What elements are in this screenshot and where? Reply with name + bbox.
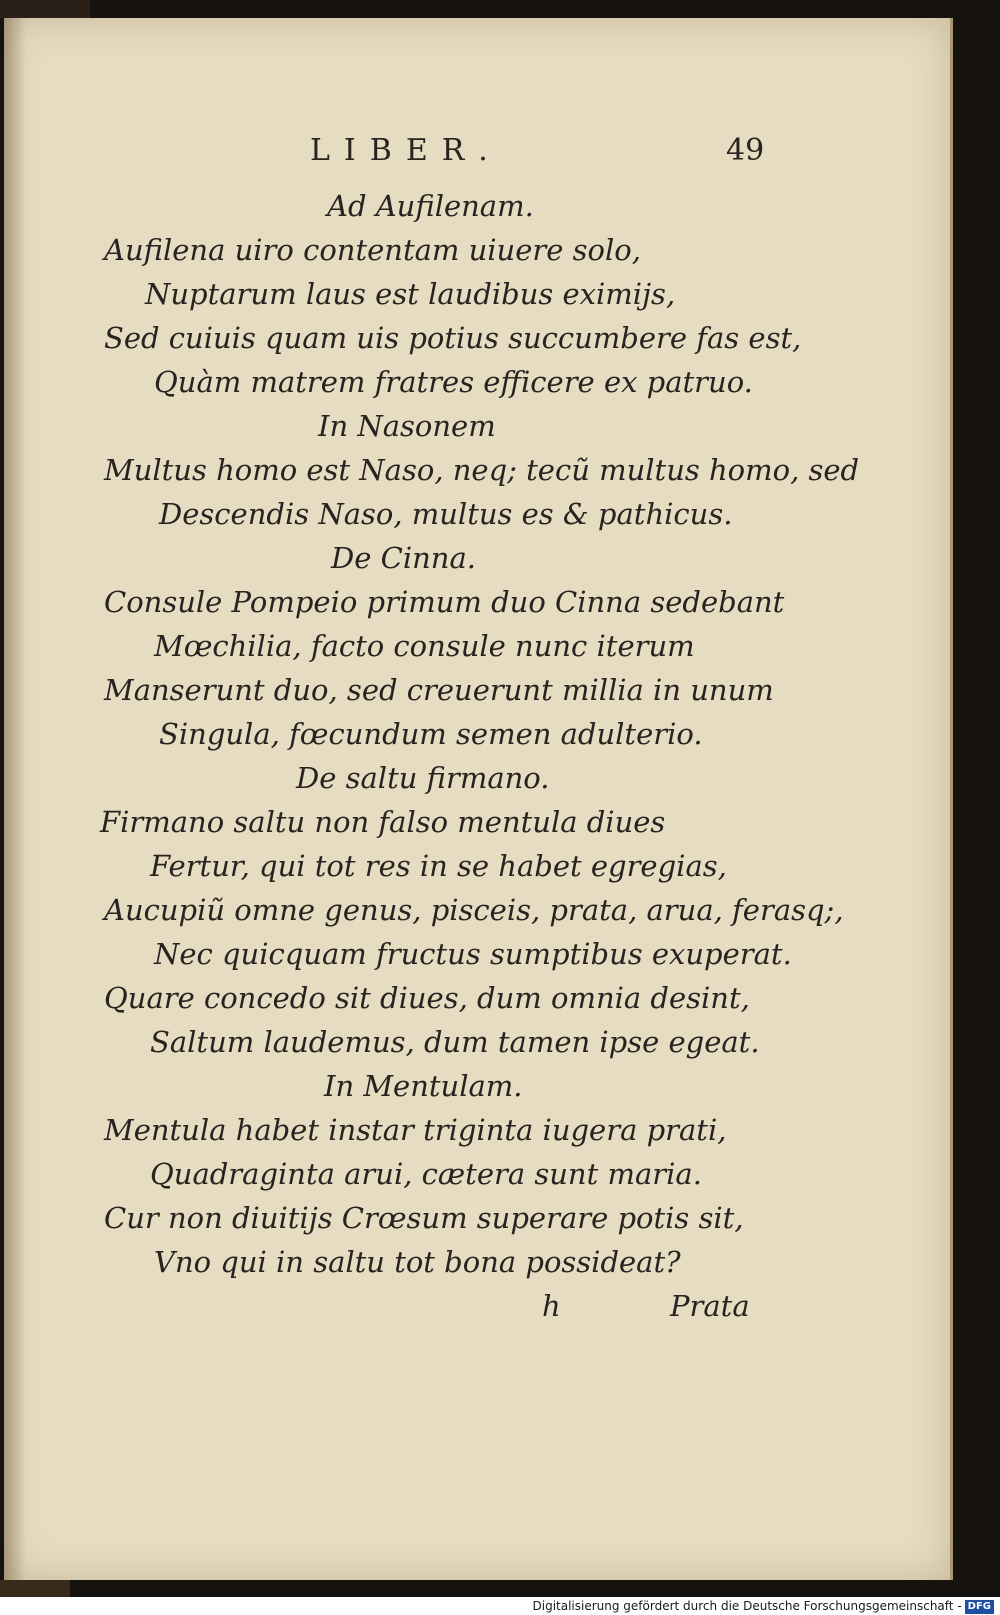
- verse-line: Nuptarum laus est laudibus eximijs,: [145, 277, 676, 311]
- poem-title: De saltu firmano.: [296, 761, 550, 795]
- poem-title: In Nasonem: [318, 409, 496, 443]
- scan-edge-top: [0, 0, 90, 18]
- verse-line: Sed cuiuis quam uis potius succumbere fas est,: [104, 321, 802, 355]
- verse-line: Aufilena uiro contentam uiuere solo,: [104, 233, 641, 267]
- book-page: [4, 18, 953, 1580]
- signature-mark: h: [542, 1289, 561, 1323]
- credit-text: Digitalisierung gefördert durch die Deutsche Forschungsgemeinschaft -: [532, 1599, 962, 1613]
- running-head: LIBER.: [310, 133, 502, 168]
- verse-line: Mentula habet instar triginta iugera prati,: [104, 1113, 727, 1147]
- verse-line: Aucupiũ omne genus, pisceis, prata, arua, ferasq;,: [104, 893, 844, 927]
- verse-line: Quàm matrem fratres efficere ex patruo.: [154, 365, 753, 399]
- page-gutter-shadow: [4, 18, 26, 1580]
- poem-title: De Cinna.: [331, 541, 476, 575]
- dfg-logo: DFG: [965, 1600, 994, 1614]
- verse-line: Descendis Naso, multus es & pathicus.: [159, 497, 733, 531]
- verse-line: Vno qui in saltu tot bona possideat?: [154, 1245, 681, 1279]
- catchword: Prata: [670, 1289, 750, 1323]
- verse-line: Cur non diuitijs Crœsum superare potis sit,: [104, 1201, 744, 1235]
- verse-line: Nec quicquam fructus sumptibus exuperat.: [154, 937, 792, 971]
- verse-line: Quadraginta arui, cætera sunt maria.: [150, 1157, 702, 1191]
- verse-line: Firmano saltu non falso mentula diues: [100, 805, 666, 839]
- folio-number: 49: [726, 133, 765, 168]
- digitization-credit: [533, 1597, 995, 1615]
- poem-title: In Mentulam.: [324, 1069, 523, 1103]
- verse-line: Fertur, qui tot res in se habet egregias,: [150, 849, 727, 883]
- verse-line: Consule Pompeio primum duo Cinna sedebant: [104, 585, 785, 619]
- scan-edge-bottom: [0, 1580, 70, 1597]
- verse-line: Mœchilia, facto consule nunc iterum: [154, 629, 695, 663]
- verse-line: Manserunt duo, sed creuerunt millia in unum: [104, 673, 774, 707]
- poem-title: Ad Aufilenam.: [327, 189, 534, 223]
- verse-line: Saltum laudemus, dum tamen ipse egeat.: [150, 1025, 760, 1059]
- verse-line: Quare concedo sit diues, dum omnia desint,: [104, 981, 750, 1015]
- verse-line: Singula, fœcundum semen adulterio.: [159, 717, 703, 751]
- verse-line: Multus homo est Naso, neq; tecũ multus homo, sed: [104, 453, 860, 487]
